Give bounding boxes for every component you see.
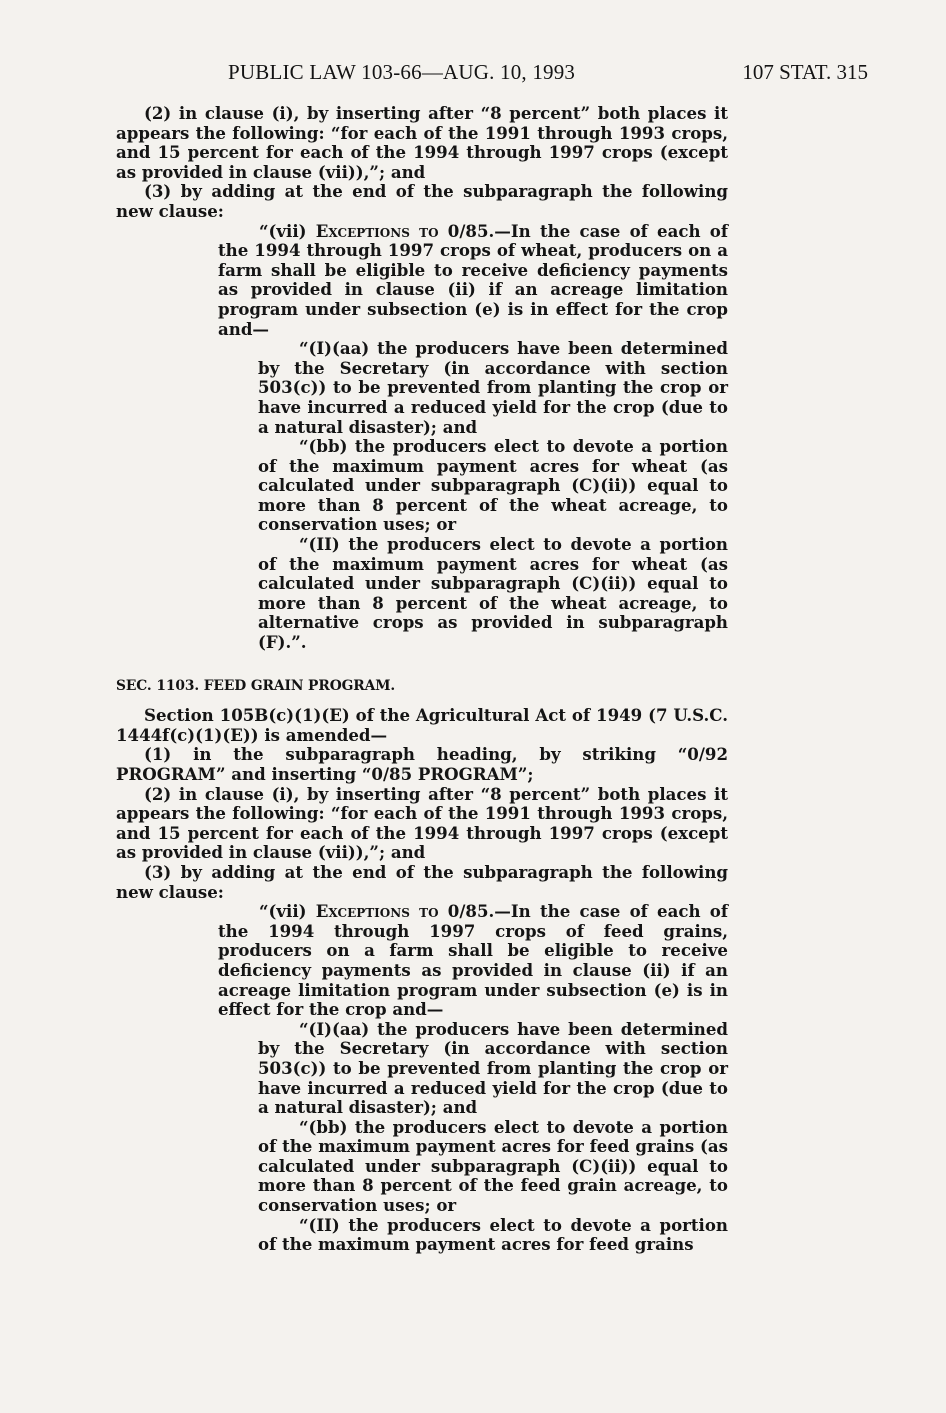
subclause: “(bb) the producers elect to devote a portion of the maximum payment acres for feed grains (as calculated under subparagraph (C)(ii)) equal to more than 8 percent of the feed grain acreage, to conservation uses; or bbox=[258, 1116, 728, 1216]
subclause: “(bb) the producers elect to devote a portion of the maximum payment acres for wheat (as calculated under subparagraph (C)(ii)) equal to more than 8 percent of the wheat acreage, to conservation uses; or bbox=[258, 436, 728, 535]
paragraph: Section 105B(c)(1)(E) of the Agricultural Act of 1949 (7 U.S.C. 1444f(c)(1)(E)) is amended— bbox=[116, 705, 728, 745]
clause-heading: Exceptions to 0/85 bbox=[315, 901, 489, 922]
program-word: PROGRAM bbox=[116, 764, 216, 784]
statute-reference: 107 STAT. 315 bbox=[742, 60, 868, 84]
paragraph: (3) by adding at the end of the subparagraph the following new clause: bbox=[116, 861, 728, 902]
subclause: “(II) the producers elect to devote a portion of the maximum payment acres for wheat (as calculated under subparagraph (C)(ii)) equal to more than 8 percent of the wheat acreage, to alternative crops as provided in subparagraph (F).”. bbox=[258, 534, 728, 653]
paragraph: (1) in the subparagraph heading, by striking “0/92 PROGRAM” and inserting “0/85 PROGRAM”; bbox=[116, 744, 728, 784]
program-word: PROGRAM bbox=[417, 764, 518, 784]
subclause: “(II) the producers elect to devote a portion of the maximum payment acres for feed grains bbox=[258, 1214, 728, 1255]
subclause: “(I)(aa) the producers have been determined by the Secretary (in accordance with section 503(c)) to be prevented from planting the crop or have incurred a reduced yield for the crop (due to a natural disaster); and bbox=[258, 1018, 728, 1118]
clause-vii-feed-grains: “(vii) Exceptions to 0/85.—In the case of each of the 1994 through 1997 crops of feed grains, producers on a farm shall be eligible to receive deficiency payments as provided in clause (ii) if an acreage limitation program under subsection (e) is in effect for the crop and— bbox=[218, 901, 729, 1020]
body-text bbox=[116, 104, 728, 1255]
subclause: “(I)(aa) the producers have been determined by the Secretary (in accordance with section 503(c)) to be prevented from planting the crop or have incurred a reduced yield for the crop (due to a natural disaster); and bbox=[258, 338, 728, 437]
paragraph: (2) in clause (i), by inserting after “8 percent” both places it appears the following: “for each of the 1991 through 1993 crops, and 15 percent for each of the 1994 through 1997 crops (except as provided in clause (vii)),”; and bbox=[116, 783, 728, 863]
clause-heading: Exceptions to 0/85 bbox=[315, 220, 489, 241]
page-header bbox=[0, 60, 946, 90]
paragraph: (3) by adding at the end of the subparagraph the following new clause: bbox=[116, 181, 728, 221]
paragraph: (2) in clause (i), by inserting after “8 percent” both places it appears the following: “for each of the 1991 through 1993 crops, and 15 percent for each of the 1994 through 1997 crops (except as provided in clause (vii)),”; and bbox=[116, 103, 728, 182]
clause-vii-wheat: “(vii) Exceptions to 0/85.—In the case of each of the 1994 through 1997 crops of wheat, producers on a farm shall be eligible to receive deficiency payments as provided in clause (ii) if an acreage limitation program under subsection (e) is in effect for the crop and— bbox=[218, 220, 729, 339]
running-head: PUBLIC LAW 103-66—AUG. 10, 1993 bbox=[228, 60, 576, 84]
section-heading: SEC. 1103. FEED GRAIN PROGRAM. bbox=[116, 677, 396, 694]
